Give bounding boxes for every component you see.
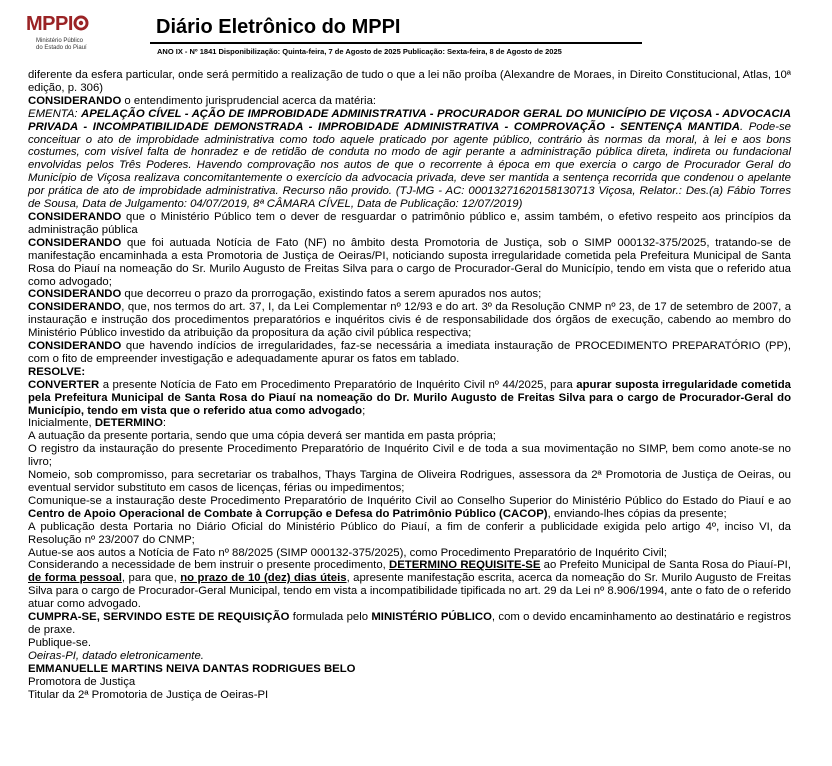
paragraph: CONSIDERANDO o entendimento jurisprudencial acerca da matéria: (28, 94, 377, 107)
header-divider (150, 42, 642, 44)
logo-wordmark: MPPI (26, 13, 73, 35)
paragraph: CONVERTER a presente Notícia de Fato em Procedimento Preparatório de Inquérito Civil nº 44/2025, para apurar suposta irregularidade cometida pela Prefeitura Municipal de Santa Rosa do Piauí na nomeação do Dr. Murilo Augusto de Freitas Silva para o cargo de Procurador-Geral do Município, tendo em vista que o referido atua como advogado; (28, 378, 791, 417)
signature-role: Promotora de Justiça (28, 675, 136, 688)
ementa-paragraph: EMENTA: APELAÇÃO CÍVEL - AÇÃO DE IMPROBIDADE ADMINISTRATIVA - PROCURADOR GERAL DO MUNICÍPIO DE VIÇOSA - ADVOCACIA PRIVADA - INCOMPATIBILIDADE DEMONSTRADA - IMPROBIDADE ADMINISTRATIVA - COMPROVAÇÃO - SENTENÇA MANTIDA. Pode-se conceituar o ato de improbidade administrativa como todo aquele praticado por agente público, contrário às normas da moral, à lei e aos bons costumes, com visível falta de honradez e de retidão de conduta no modo de agir perante a administração pública direta, indireta ou fundacional envolvidas pelos Três Poderes. Havendo comprovação nos autos de que o recorrente à época em que exercia o cargo de Procurador Geral do Município de Viçosa realizava concomitantemente o exercício da advocacia privada, deve ser mantida a sentença recorrida que condenou o apelante por prática de ato de improbidade administrativa. Recurso não provido. (TJ-MG - AC: 00013271620158130713 Viçosa, Relator.: Des.(a) Fábio Torres de Sousa, Data de Julgamento: 04/07/2019, 8ª CÂMARA CÍVEL, Data de Publicação: 12/07/2019) (28, 107, 792, 211)
resolve-heading: RESOLVE: (28, 365, 86, 378)
paragraph: O registro da instauração do presente Procedimento Preparatório de Inquérito Civil e de toda a sua movimentação no SIMP, bem como anote-se no livro; (28, 443, 791, 469)
mppi-logo (26, 13, 106, 59)
paragraph: diferente da esfera particular, onde será permitido a realização de tudo o que a lei não proíba (Alexandre de Moraes, in Direito Constitucional, Atlas, 10ª edição, p. 306) (28, 69, 791, 94)
paragraph: CONSIDERANDO que havendo indícios de irregularidades, faz-se necessária a imediata instauração de PROCEDIMENTO PREPARATÓRIO (PP), com o fito de empreender investigação e adequadamente apurar os fatos em tablado. (28, 340, 791, 365)
paragraph: CUMPRA-SE, SERVINDO ESTE DE REQUISIÇÃO formulada pelo MINISTÉRIO PÚBLICO, com o devido encaminhamento ao destinatário e registros de praxe. (28, 611, 791, 636)
paragraph: Inicialmente, DETERMINO: (28, 417, 167, 430)
paragraph: CONSIDERANDO, que, nos termos do art. 37, I, da Lei Complementar nº 12/93 e do art. 3º da Resolução CNMP nº 23, de 17 de setembro de 2007, a instauração e instrução dos procedimentos preparatórios e inquéritos civis é de responsabilidade dos órgãos de execução, cabendo ao membro do Ministério Público investido da atribuição da propositura da ação civil pública respectiva; (28, 301, 791, 340)
date-line: Oeiras-PI, datado eletronicamente. (28, 649, 204, 662)
paragraph: CONSIDERANDO que foi autuada Notícia de Fato (NF) no âmbito desta Promotoria de Justiça, sob o SIMP 000132-375/2025, tratando-se de manifestação encaminhada a esta Promotoria de Justiça de Oeiras/PI, noticiando suposta irregularidade cometida pela Prefeitura Municipal de Santa Rosa do Piauí na nomeação do Sr. Murilo Augusto de Freitas Silva para o cargo de Procurador-Geral do Município, tendo em vista que o referido atua como advogado; (28, 236, 791, 288)
paragraph: Publique-se. (28, 636, 92, 649)
page-header (0, 0, 832, 66)
paragraph: Nomeio, sob compromisso, para secretariar os trabalhos, Thays Targina de Oliveira Rodrigues, assessora da 2ª Promotoria de Justiça de Oeiras, ou eventual servidor substituto em casos de licenças, férias ou impedimentos; (28, 469, 791, 494)
edition-info: ANO IX - Nº 1841 Disponibilização: Quinta-feira, 7 de Agosto de 2025 Publicação: Sexta-feira, 8 de Agosto de 2025 (157, 47, 562, 56)
paragraph: Autue-se aos autos a Notícia de Fato nº 88/2025 (SIMP 000132-375/2025), como Procedimento Preparatório de Inquérito Civil; (28, 546, 667, 559)
paragraph: CONSIDERANDO que decorreu o prazo da prorrogação, existindo fatos a serem apurados nos autos; (28, 288, 542, 301)
page-title: Diário Eletrônico do MPPI (156, 16, 401, 38)
paragraph: A publicação desta Portaria no Diário Oficial do Ministério Público do Piauí, a fim de conferir a publicidade exigida pelo artigo 4º, inciso VI, da Resolução nº 23/2007 do CNMP; (28, 520, 791, 546)
document-body (28, 69, 791, 701)
signature-office: Titular da 2ª Promotoria de Justiça de Oeiras-PI (28, 688, 269, 701)
paragraph: A autuação da presente portaria, sendo que uma cópia deverá ser mantida em pasta própria; (28, 430, 496, 443)
logo-subtitle: Ministério Público do Estado do Piauí (36, 38, 87, 51)
paragraph: Considerando a necessidade de bem instruir o presente procedimento, DETERMINO REQUISITE-SE ao Prefeito Municipal de Santa Rosa do Piauí-PI, de forma pessoal, para que, no prazo de 10 (dez) dias úteis, apresente manifestação escrita, acerca da nomeação do Sr. Murilo Augusto de Freitas Silva para o cargo de Procurador-Geral Municipal, tendo em vista a incompatibilidade tipificada no art. 29 da Lei nº 8.906/1994, ante o fato de o referido atuar como advogado. (28, 559, 791, 611)
seal-icon (72, 14, 90, 32)
paragraph: CONSIDERANDO que o Ministério Público tem o dever de resguardar o patrimônio público e, assim também, o efetivo respeito aos princípios da administração pública (28, 210, 791, 236)
paragraph: Comunique-se a instauração deste Procedimento Preparatório de Inquérito Civil ao Conselho Superior do Ministério Público do Estado do Piauí e ao Centro de Apoio Operacional de Combate à Corrupção e Defesa do Patrimônio Público (CACOP), enviando-lhes cópias da presente; (28, 494, 791, 520)
signature-name: EMMANUELLE MARTINS NEIVA DANTAS RODRIGUES BELO (28, 662, 356, 675)
